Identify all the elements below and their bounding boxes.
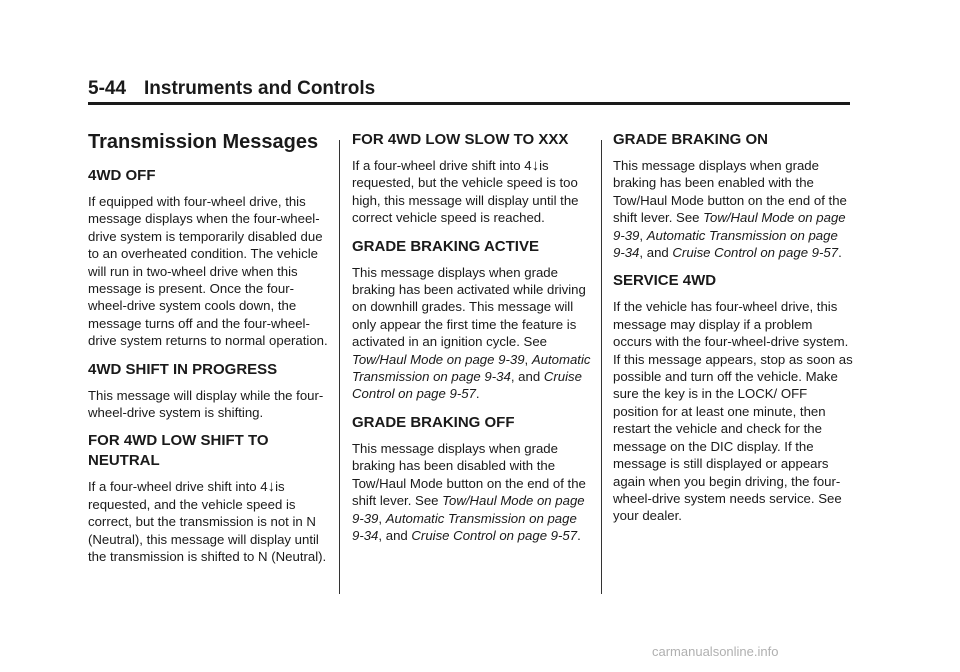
- text-low-slow-to-xxx: [352, 157, 592, 227]
- text-body: requested, but the vehicle speed is too high, this message will display until the correct vehicle speed is reached.: [352, 175, 579, 226]
- text-body: This message displays when grade braking has been enabled with the Tow/Haul Mode button on the end of the shift lever. See: [613, 158, 847, 226]
- ref-link[interactable]: Automatic Transmission on page 9-34: [613, 227, 838, 261]
- text-lead: If a four-wheel drive shift into 4: [88, 479, 268, 495]
- separator: ,: [524, 351, 532, 367]
- column-1: [88, 130, 328, 576]
- text-4wd-shift-in-progress: This message will display while the four-wheel-drive system is shifting.: [88, 387, 324, 421]
- separator: .: [475, 386, 480, 402]
- heading-grade-braking-active: GRADE BRAKING ACTIVE: [352, 237, 539, 255]
- section-title: Instruments and Controls: [144, 78, 376, 99]
- text-grade-braking-off: [352, 440, 592, 544]
- heading-service-4wd: SERVICE 4WD: [613, 272, 717, 290]
- heading-grade-braking-on: GRADE BRAKING ON: [613, 131, 769, 148]
- text-low-shift-to-neutral: [88, 478, 328, 565]
- separator: , and: [510, 369, 544, 385]
- ref-link[interactable]: Tow/Haul Mode on page 9-39: [352, 493, 585, 526]
- separator: .: [577, 527, 581, 543]
- column-2: [352, 130, 592, 554]
- ref-link[interactable]: Automatic Transmission on page 9-34: [352, 510, 577, 543]
- heading-low-slow-to-xxx: FOR 4WD LOW SLOW TO XXX: [352, 131, 569, 148]
- ref-link[interactable]: Cruise Control on page 9-57: [411, 527, 578, 543]
- separator: ,: [639, 227, 647, 243]
- heading-4wd-shift-in-progress: 4WD SHIFT IN PROGRESS: [88, 360, 278, 378]
- watermark: carmanualsonline.info: [652, 644, 779, 659]
- header-rule: [88, 102, 850, 105]
- down-arrow-icon: ↓: [531, 157, 540, 174]
- page-header: [88, 78, 375, 100]
- ref-link[interactable]: Cruise Control on page 9-57: [672, 245, 839, 261]
- page-title: Transmission Messages: [88, 131, 319, 153]
- column-divider: [339, 140, 340, 594]
- text-4wd-off: If equipped with four-wheel drive, this message displays when the four-wheel-drive system is temporarily disabled due to an overheated condition. The vehicle will run in two-wheel drive when this message is present. Once the four-wheel-drive system cools down, the message turns off and the four-wheel-drive system returns to normal operation.: [88, 194, 328, 349]
- ref-link[interactable]: Automatic Transmission on page 9-34: [352, 351, 591, 385]
- text-lead-end: is: [539, 158, 549, 173]
- column-3: [613, 130, 853, 535]
- page-number: 5-44: [88, 78, 127, 99]
- text-body: This message displays when grade braking has been activated while driving on downhill grades. This message will only appear the first time the feature is activated in an ignition cycle. See: [352, 264, 586, 350]
- heading-low-shift-to-neutral: FOR 4WD LOW SHIFT TO NEUTRAL: [88, 432, 269, 470]
- text-lead-end: is: [275, 479, 285, 495]
- separator: .: [838, 245, 842, 261]
- ref-link[interactable]: Tow/Haul Mode on page 9-39: [613, 210, 846, 243]
- separator: , and: [639, 245, 673, 261]
- text-grade-braking-on: [613, 157, 853, 261]
- text-lead: If a four-wheel drive shift into 4: [352, 158, 532, 173]
- text-service-4wd: If the vehicle has four-wheel drive, this message may display if a problem occurs with the four-wheel-drive system. If this message appears, stop as soon as possible and turn off the vehicle. Make sure the key is in the LOCK/ OFF position for at least one minute, then restart the vehicle and check for the message on the DIC display. If the message is still displayed or appears again when you begin driving, the four-wheel-drive system needs service. See your dealer.: [613, 299, 853, 524]
- down-arrow-icon: ↓: [267, 478, 276, 496]
- separator: ,: [378, 510, 386, 526]
- separator: , and: [378, 527, 412, 543]
- text-grade-braking-active: [352, 264, 592, 403]
- column-divider: [601, 140, 602, 594]
- heading-4wd-off: 4WD OFF: [88, 167, 156, 184]
- ref-link[interactable]: Cruise Control on page 9-57: [352, 369, 582, 402]
- text-body: requested, and the vehicle speed is correct, but the transmission is not in N (Neutral), this message will display until the transmission is shifted to N (Neutral).: [88, 496, 327, 565]
- text-body: This message displays when grade braking has been disabled with the Tow/Haul Mode button on the end of the shift lever. See: [352, 440, 586, 509]
- heading-grade-braking-off: GRADE BRAKING OFF: [352, 413, 515, 431]
- ref-link[interactable]: Tow/Haul Mode on page 9-39: [352, 351, 525, 367]
